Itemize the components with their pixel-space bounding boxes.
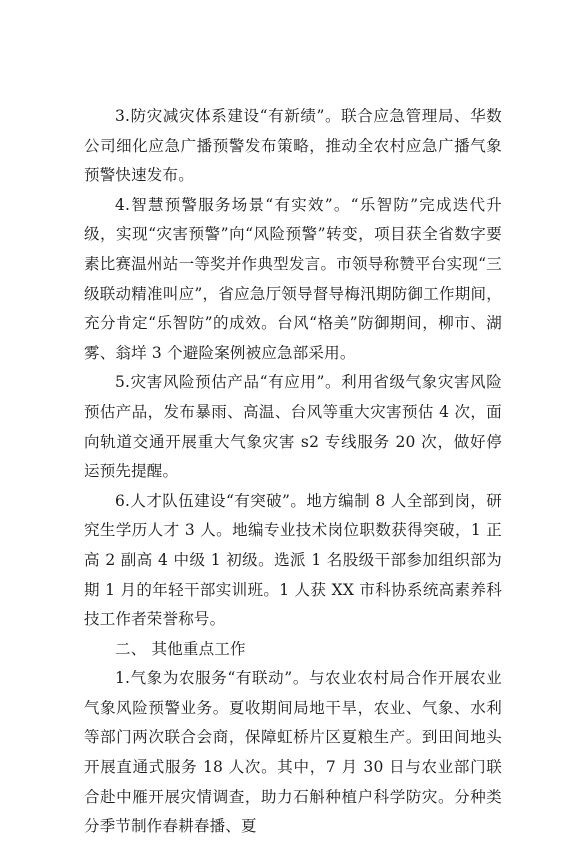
section-heading: 二、 其他重点工作: [115, 639, 246, 658]
paragraph-disaster-system: 3.防灾减灾体系建设“有新绩”。联合应急管理局、华数公司细化应急广播预警发布策略，推动全农村应急广播气象预警快速发布。: [84, 107, 502, 185]
paragraph-agriculture-service: 1.气象为农服务“有联动”。与农业农村局合作开展农业气象风险预警业务。夏收期间局地干旱，农业、气象、水利等部门两次联合会商，保障虹桥片区夏粮生产。到田间地头开展直通式服务 18 人次。其中，7 月 30 日与农业部门联合赴中雁开展灾情调查，助力石斛种植户科学防灾。分种类分季节制作春耕春播、夏: [84, 669, 502, 836]
paragraph-risk-products: 5.灾害风险预估产品“有应用”。利用省级气象灾害风险预估产品，发布暴雨、高温、台风等重大灾害预估 4 次，面向轨道交通开展重大气象灾害 s2 专线服务 20 次，做好停运预先提醒。: [84, 373, 502, 481]
document-body: [84, 102, 502, 842]
paragraph-smart-warning: 4.智慧预警服务场景“有实效”。“乐智防”完成迭代升级，实现“灾害预警”向“风险预警”转变，项目获全省数字要素比赛温州站一等奖并作典型发言。市领导称赞平台实现“三级联动精准叫应”，省应急厅领导督导梅汛期防御工作期间，充分肯定“乐智防”的成效。台风“格美”防御期间，柳市、湖雾、翁垟 3 个避险案例被应急部采用。: [84, 195, 502, 362]
paragraph-talent-team: 6.人才队伍建设“有突破”。地方编制 8 人全部到岗，研究生学历人才 3 人。地编专业技术岗位职数获得突破，1 正高 2 副高 4 中级 1 初级。选派 1 名股级干部参加组织部为期 1 月的年轻干部实训班。1 人获 XX 市科协系统高素养科技工作者荣誉称号。: [84, 491, 502, 629]
